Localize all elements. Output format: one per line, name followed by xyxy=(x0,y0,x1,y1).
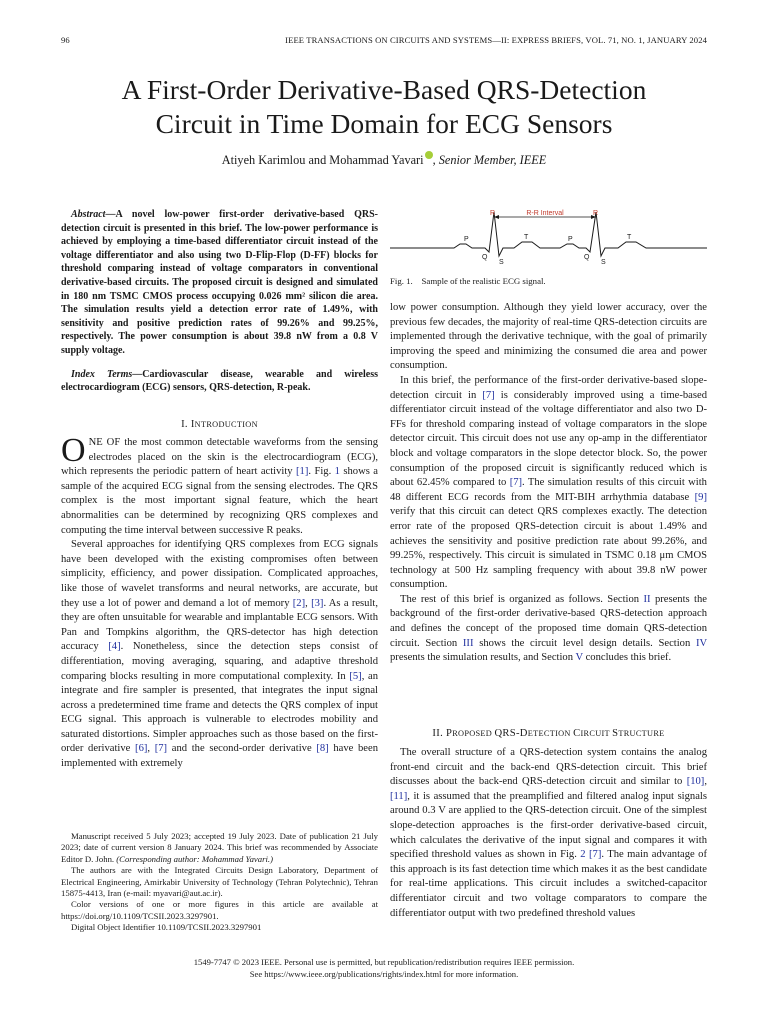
copyright-line-2: See https://www.ieee.org/publications/rights/index.html for more information. xyxy=(249,968,519,979)
rr-interval-label: R-R Interval xyxy=(526,210,564,217)
ecg-trace xyxy=(390,212,707,256)
section-link[interactable]: III xyxy=(462,637,474,649)
ref-link[interactable]: [3] xyxy=(311,597,324,609)
introduction-body xyxy=(61,432,379,772)
ref-link[interactable]: [7] xyxy=(589,849,602,861)
orcid-icon[interactable] xyxy=(425,151,433,159)
right-paragraph-3: The rest of this brief is organized as follows. Section II presents the background of the first-order derivative-based QRS-detection approach and defines the concept of the proposed time domain QRS-detection circuit. Section III shows the circuit level design details. Section IV presents the simulation results, and Section V concludes this brief. xyxy=(390,593,707,664)
ref-link[interactable]: [10] xyxy=(686,776,705,788)
page-number: 96 xyxy=(61,35,70,45)
abstract-lead: Abstract xyxy=(71,209,106,220)
r-peak-label: R xyxy=(490,210,496,217)
ecg-figure xyxy=(390,208,707,268)
author-names: Atiyeh Karimlou and Mohammad Yavari xyxy=(221,153,424,167)
paper-title xyxy=(0,73,768,141)
footnote-affiliation: The authors are with the Integrated Circuits Design Laboratory, Department of Electrical Engineering, Amirkabir University of Technology (Tehran Polytechnic), Tehran 15875-4413, Iran (e-mail: myavari@aut.ac.ir). xyxy=(61,865,378,899)
s-wave-label: S xyxy=(499,259,504,266)
sec2-paragraph-1: The overall structure of a QRS-detection system contains the analog front-end circuit and the back-end QRS-detection circuit. This brief discusses about the back-end QRS-detection circuit and similar to [10], [11], it is assumed that the preamplified and filtered analog input signals around 0.3 V are applied to the QRS-detection circuit. One of the simplest slope-detection approaches is the first-order derivative-based circuit, which calculates the derivative of the input signal and compares it with specified threshold values as shown in Fig. 2 [7]. The main advantage of this approach is its fast detection time which makes it as the best candidate for real-time applications. This circuit includes a switched-capacitor differentiator circuit and two voltage comparators to compare the differentiator output with two predefined threshold values xyxy=(390,747,707,919)
s-wave-label: S xyxy=(601,259,606,266)
author-line xyxy=(0,151,768,168)
p-wave-label: P xyxy=(568,236,573,243)
footnote-color: Color versions of one or more figures in this article are available at https://doi.org/10.1109/TCSII.2023.3297901. xyxy=(61,899,378,921)
index-terms xyxy=(61,368,378,395)
ref-link[interactable]: [8] xyxy=(316,743,329,755)
abstract-text: —A novel low-power first-order derivative-based QRS-detection circuit is presented in this brief. The low-power performance is achieved by employing a time-based differentiator circuit instead of the voltage differentiator and also using two D-Flip-Flop (D-FF) blocks for threshold comparing instead of voltage comparators in conventional derivative-based circuits. The proposed circuit is designed and simulated in 180 nm TSMC CMOS process occupying 0.026 mm² silicon die area. The simulation results yield a detection error rate of 1.49%, with sensitivity and positive prediction rates of 99.26% and 99.25%, respectively. The power consumption is about 39.8 nW from a 0.8 V supply voltage. xyxy=(61,209,378,356)
index-terms-text: —Cardiovascular disease, wearable and wireless electrocardiogram (ECG) sensors, QRS-detection, R-peak. xyxy=(61,368,378,394)
fig-link[interactable]: 2 xyxy=(580,849,586,861)
left-column-top xyxy=(61,208,378,395)
section-heading-introduction: I. INTRODUCTION xyxy=(181,419,258,430)
figure-caption: Fig. 1. Sample of the realistic ECG signal. xyxy=(390,276,546,286)
title-line-2: Circuit in Time Domain for ECG Sensors xyxy=(155,108,613,139)
ref-link[interactable]: [9] xyxy=(694,491,707,503)
title-line-1: A First-Order Derivative-Based QRS-Detection xyxy=(121,74,647,105)
footnote-manuscript: Manuscript received 5 July 2023; accepted 19 July 2023. Date of publication 21 July 2023; date of current version 8 January 2024. This brief was recommended by Associate Editor D. John. (Corresponding author: Mohammad Yavari.) xyxy=(61,831,378,864)
abstract xyxy=(61,208,378,358)
t-wave-label: T xyxy=(524,234,529,241)
author-role: , Senior Member, IEEE xyxy=(432,153,547,167)
copyright-line-1: 1549-7747 © 2023 IEEE. Personal use is permitted, but republication/redistribution requires IEEE permission. xyxy=(193,957,575,967)
section-link[interactable]: IV xyxy=(696,637,707,649)
ref-link[interactable]: [2] xyxy=(292,597,306,609)
section-heading-proposed-structure: II. PROPOSED QRS-DETECTION CIRCUIT STRUCTURE xyxy=(432,728,665,739)
section-link[interactable]: II xyxy=(643,593,651,605)
fig-link[interactable]: 1 xyxy=(334,466,340,478)
journal-header: IEEE TRANSACTIONS ON CIRCUITS AND SYSTEMS—II: EXPRESS BRIEFS, VOL. 71, NO. 1, JANUARY 2024 xyxy=(285,35,707,45)
ref-link[interactable]: [7] xyxy=(509,477,523,489)
ref-link[interactable]: [7] xyxy=(482,389,495,401)
index-terms-lead: Index Terms xyxy=(71,368,133,380)
footnote xyxy=(61,831,378,934)
ref-link[interactable]: [1] xyxy=(296,466,309,478)
q-wave-label: Q xyxy=(584,254,590,261)
r-peak-label: R xyxy=(593,210,599,217)
ref-link[interactable]: [5] xyxy=(349,670,362,682)
intro-paragraph-1: ONE OF the most common detectable waveforms from the sensing electrodes placed on the skin is the electrocardiogram (ECG), which represents the periodic pattern of heart activity [1]. Fig. 1 shows a sample of the acquired ECG signal from the sensing electrodes. The QRS complex is the most important signal feature, which the heart abnormalities can be determined by recognizing QRS complexes and computing the time interval between successive R peaks. xyxy=(61,432,378,536)
copyright-notice xyxy=(0,957,768,980)
q-wave-label: Q xyxy=(482,254,488,261)
intro-paragraph-2: Several approaches for identifying QRS complexes from ECG signals have been developed with the existing compromises often between simplicity, efficiency, and power dissipation. Complicated approaches, like those of wavelet transforms and neural networks, are accurate, but they use a lot of power and demand a lot of memory [2], [3]. As a result, they are often unsuitable for wearable and implantable ECG sensors. With Pan and Tompkins algorithm, the QRS-detector has high detection accuracy [4]. Nonetheless, since the detection steps consist of differentiation, moving averaging, squaring, and adaptive threshold comparing blocks resulting in more computational complexity. In [5], an integrate and fire sampler is presented, that integrates the input signal across a predetermined time frame and detects the QRS complex of input ECG signal. This approach is vulnerable to electrodes mobility and saturated distortions. Simpler approaches such as those based on the first-order derivative [6], [7] and the second-order derivative [8] have been implemented with extremely xyxy=(61,539,379,770)
right-paragraph-2: In this brief, the performance of the first-order derivative-based slope-detection circuit in [7] is considerably improved using a time-based differentiator circuit instead of the voltage differentiator and also two D-FFs for threshold comparing instead of voltage comparators in the slope detector circuit. This circuit does not use any op-amp in the differentiator block and voltage comparators in the slope detector block. So, the power consumption of the proposed circuit is significantly reduced which is about 62.45% compared to [7]. The simulation results of this circuit with 48 different ECG records from the MIT-BIH arrhythmia database [9] verify that this circuit can detect QRS complexes exactly. The detection error rate of the proposed QRS-detection circuit is about 1.49% and achieves the sensitivity and positive prediction rate about 99.26%, and 99.25%, respectively. This circuit is simulated in TSMC 0.18 μm CMOS technology at 500 Hz sampling frequency with about 39.8 nW power consumption. xyxy=(390,374,707,591)
ref-link[interactable]: [6] xyxy=(135,743,148,755)
section-link[interactable]: V xyxy=(575,652,583,664)
t-wave-label: T xyxy=(627,234,632,241)
ref-link[interactable]: [11] xyxy=(390,790,408,802)
right-paragraph-1: low power consumption. Although they yield lower accuracy, over the previous few decades, the majority of real-time QRS-detection circuits are implemented through the derivative technique, with the goal of primarily improving the speed and minimizing the consumed die area and power consumption. xyxy=(390,302,707,372)
section-2-body xyxy=(390,746,707,921)
footnote-doi: Digital Object Identifier 10.1109/TCSII.2023.3297901 xyxy=(71,922,262,933)
ref-link[interactable]: [7] xyxy=(154,743,168,755)
p-wave-label: P xyxy=(464,236,469,243)
ref-link[interactable]: [4] xyxy=(108,641,121,653)
right-column-body xyxy=(390,301,707,666)
drop-cap: O xyxy=(61,432,86,469)
